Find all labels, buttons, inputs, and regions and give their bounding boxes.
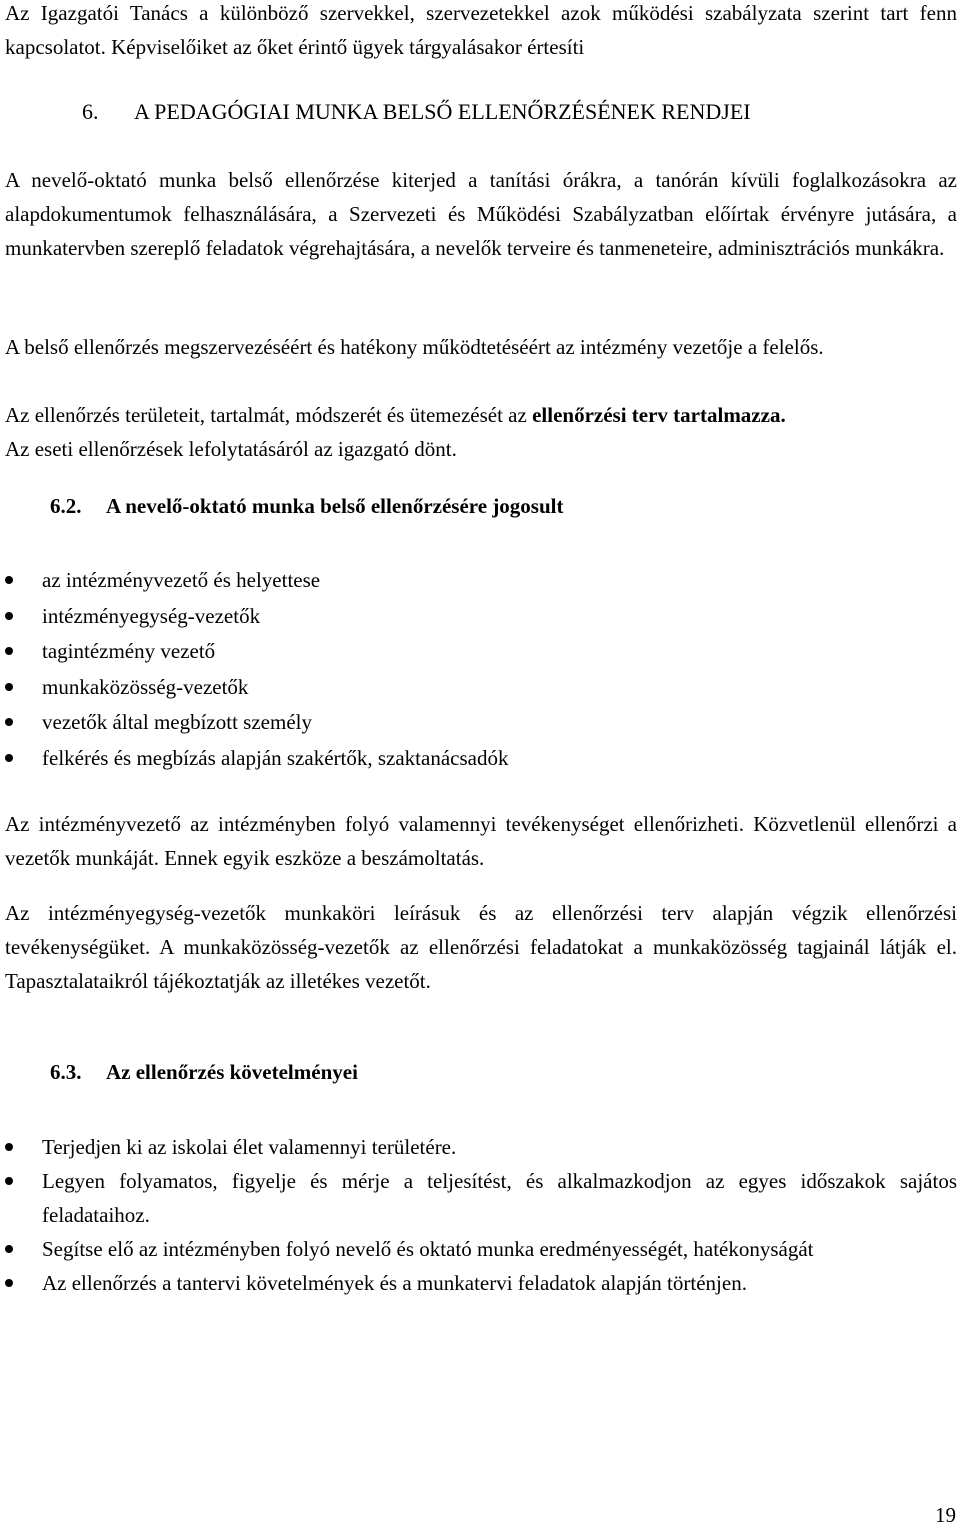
bullet-icon [5,1245,13,1253]
section-6-paragraph-3-text: Az ellenőrzés területeit, tartalmát, módszerét és ütemezését az [5,403,533,427]
section-6-paragraph-2: A belső ellenőrzés megszervezéséért és hatékony működtetéséért az intézmény vezetője a felelős. [5,335,824,359]
section-6-paragraph-4: Az eseti ellenőrzések lefolytatásáról az igazgató dönt. [5,437,457,461]
list-item: vezetők által megbízott személy [5,705,957,741]
section-6-2-number: 6.2. [50,494,82,518]
list-item: Terjedjen ki az iskolai élet valamennyi területére. [5,1130,957,1164]
list-item: intézményegység-vezetők [5,599,957,635]
section-6-3-heading [50,1055,358,1089]
bullet-icon [5,647,13,655]
list-item: felkérés és megbízás alapján szakértők, szaktanácsadók [5,741,957,777]
section-6-2-paragraph-2: Az intézményegység-vezetők munkaköri leírásuk és az ellenőrzési terv alapján végzik ellenőrzési tevékenységüket. A munkaközösség-vezetők az ellenőrzési feladatokat a munkaközösség tagjainál látják el. Tapasztalataikról tájékoztatják az illetékes vezetőt. [5,901,957,993]
section-6-title: A PEDAGÓGIAI MUNKA BELSŐ ELLENŐRZÉSÉNEK RENDJEI [134,99,751,124]
list-item: Az ellenőrzés a tantervi követelmények és a munkatervi feladatok alapján történjen. [5,1266,957,1300]
list-item: munkaközösség-vezetők [5,670,957,706]
section-6-3-number: 6.3. [50,1060,82,1084]
list-item: Legyen folyamatos, figyelje és mérje a teljesítést, és alkalmazkodjon az egyes időszakok sajátos feladataihoz. [5,1164,957,1232]
list-item: az intézményvezető és helyettese [5,563,957,599]
bullet-icon [5,1279,13,1287]
bullet-icon [5,683,13,691]
section-6-2-paragraph-1: Az intézményvezető az intézményben folyó valamennyi tevékenységet ellenőrizheti. Közvetlenül ellenőrzi a vezetők munkáját. Ennek egyik eszköze a beszámoltatás. [5,812,957,870]
bullet-icon [5,576,13,584]
list-item: Segítse elő az intézményben folyó nevelő és oktató munka eredményességét, hatékonyságát [5,1232,957,1266]
requirements-list [5,1130,957,1300]
section-6-heading [82,95,952,129]
list-item: tagintézmény vezető [5,634,957,670]
section-6-paragraph-1: A nevelő-oktató munka belső ellenőrzése kiterjed a tanítási órákra, a tanórán kívüli foglalkozásokra az alapdokumentumok felhasználására, a Szervezeti és Működési Szabályzatban előírtak érvényre jutására, a munkatervben szereplő feladatok végrehajtására, a nevelők terveire és tanmeneteire, adminisztrációs munkákra. [5,168,957,260]
section-6-2-title: A nevelő-oktató munka belső ellenőrzésére jogosult [106,494,564,518]
bullet-icon [5,1143,13,1151]
bullet-icon [5,754,13,762]
section-6-paragraph-3 [5,398,957,432]
section-6-3-title: Az ellenőrzés követelményei [106,1060,358,1084]
section-6-paragraph-3-bold: ellenőrzési terv tartalmazza. [532,403,786,427]
authorized-persons-list [5,563,957,776]
intro-paragraph: Az Igazgatói Tanács a különböző szervekkel, szervezetekkel azok működési szabályzata szerint tart fenn kapcsolatot. Képviselőiket az őket érintő ügyek tárgyalásakor értesíti [5,1,957,59]
bullet-icon [5,718,13,726]
page-number: 19 [935,1503,956,1527]
section-6-number: 6. [82,99,99,124]
bullet-icon [5,1177,13,1185]
bullet-icon [5,612,13,620]
section-6-2-heading [50,489,564,523]
